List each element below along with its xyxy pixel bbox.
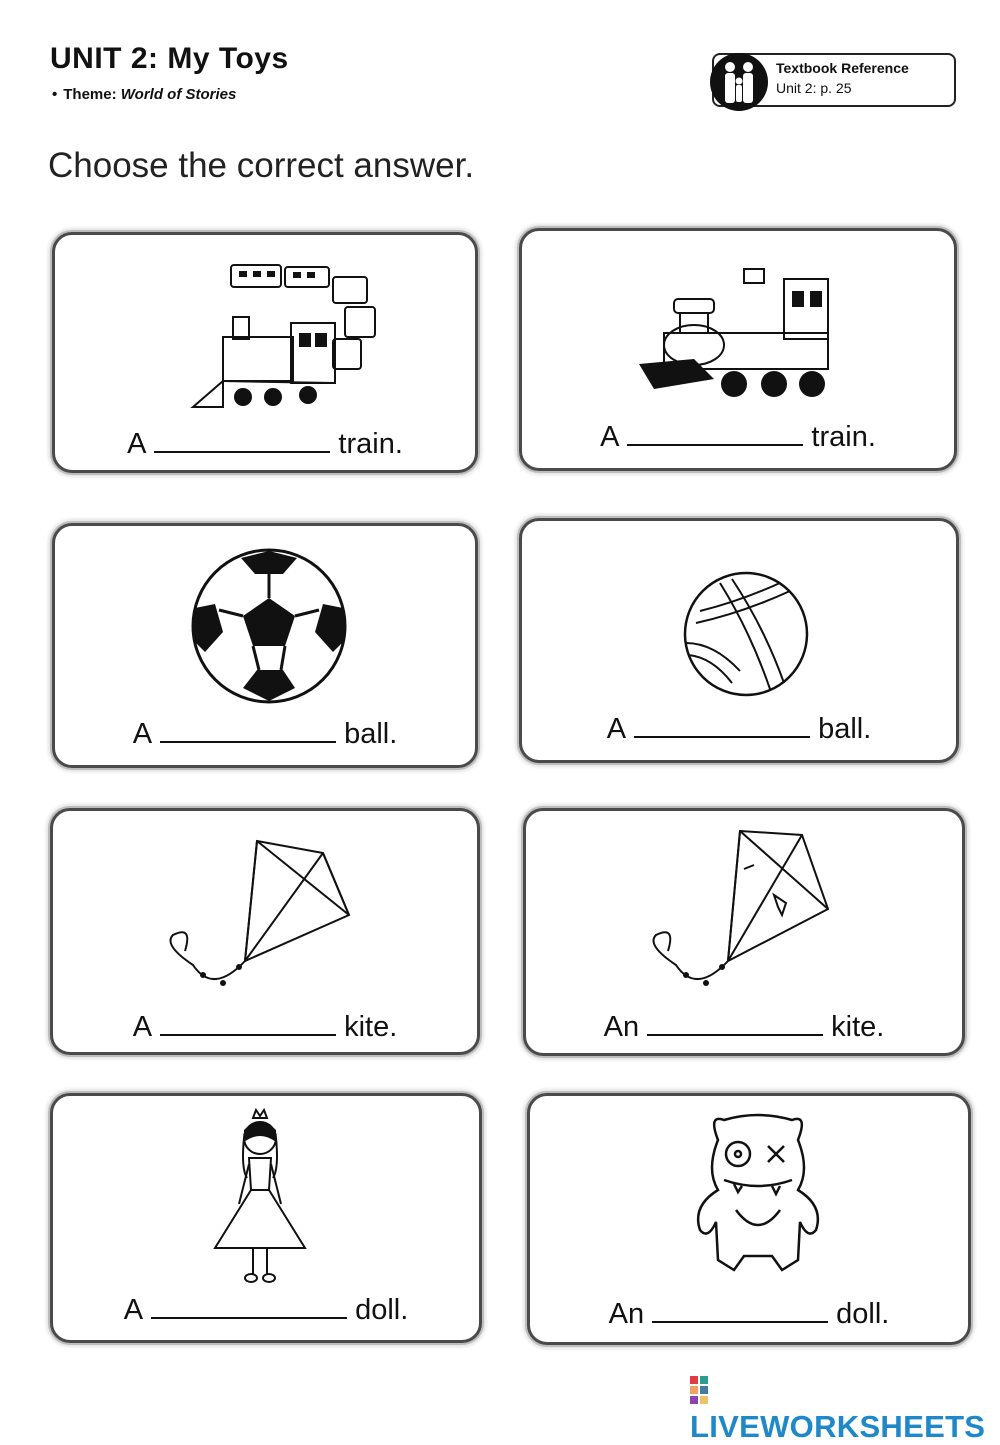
liveworksheets-logo (690, 1373, 1000, 1445)
theme-name: World of Stories (120, 86, 237, 103)
article: A (127, 428, 147, 460)
reference-page: Unit 2: p. 25 (776, 80, 852, 96)
card-5 (50, 808, 480, 1055)
noun: ball. (818, 713, 872, 745)
article: A (606, 713, 627, 745)
sentence (53, 1011, 477, 1044)
noun: train. (811, 421, 876, 453)
sentence (55, 428, 475, 461)
answer-blank[interactable] (160, 737, 336, 743)
answer-blank[interactable] (652, 1317, 828, 1323)
noun: kite. (344, 1011, 398, 1043)
soccer-ball-icon (187, 548, 351, 704)
noun: doll. (836, 1298, 890, 1330)
article: A (600, 421, 620, 453)
reference-title: Textbook Reference (776, 60, 909, 76)
family-icon (710, 53, 768, 111)
bullet-icon: • (52, 86, 58, 103)
answer-blank[interactable] (627, 440, 803, 446)
card-2 (519, 228, 957, 471)
sentence (522, 421, 954, 454)
liveworksheets-icon (690, 1376, 708, 1404)
card-6 (523, 808, 965, 1056)
noun: ball. (344, 718, 398, 750)
sentence (55, 718, 475, 751)
article: An (608, 1298, 645, 1330)
princess-doll-icon (205, 1108, 315, 1290)
volleyball-icon (680, 571, 812, 697)
sentence (522, 713, 956, 746)
brand-text: LIVEWORKSHEETS (690, 1409, 986, 1444)
short-toy-train-icon (634, 259, 834, 409)
card-8 (527, 1093, 971, 1345)
new-kite-icon (153, 835, 363, 1005)
card-3 (52, 523, 478, 768)
card-4 (519, 518, 959, 763)
page-title: UNIT 2: My Toys (50, 42, 289, 75)
answer-blank[interactable] (154, 447, 330, 453)
theme-line (52, 86, 236, 103)
answer-blank[interactable] (160, 1030, 336, 1036)
article: A (132, 1011, 153, 1043)
article: A (132, 718, 153, 750)
textbook-reference-box (712, 53, 956, 107)
noun: train. (338, 428, 403, 460)
old-torn-kite-icon (636, 825, 846, 1005)
article: A (123, 1294, 144, 1326)
sentence (530, 1298, 968, 1331)
noun: kite. (831, 1011, 885, 1043)
answer-blank[interactable] (634, 732, 810, 738)
answer-blank[interactable] (647, 1030, 823, 1036)
card-7 (50, 1093, 482, 1343)
noun: doll. (355, 1294, 409, 1326)
sentence (526, 1011, 962, 1044)
theme-label: Theme: (63, 86, 117, 103)
instruction-text: Choose the correct answer. (48, 146, 475, 185)
card-1 (52, 232, 478, 473)
article: An (603, 1011, 640, 1043)
long-toy-train-icon (183, 257, 383, 417)
sentence (53, 1294, 479, 1327)
ugly-monster-doll-icon (688, 1110, 828, 1280)
answer-blank[interactable] (151, 1313, 347, 1319)
